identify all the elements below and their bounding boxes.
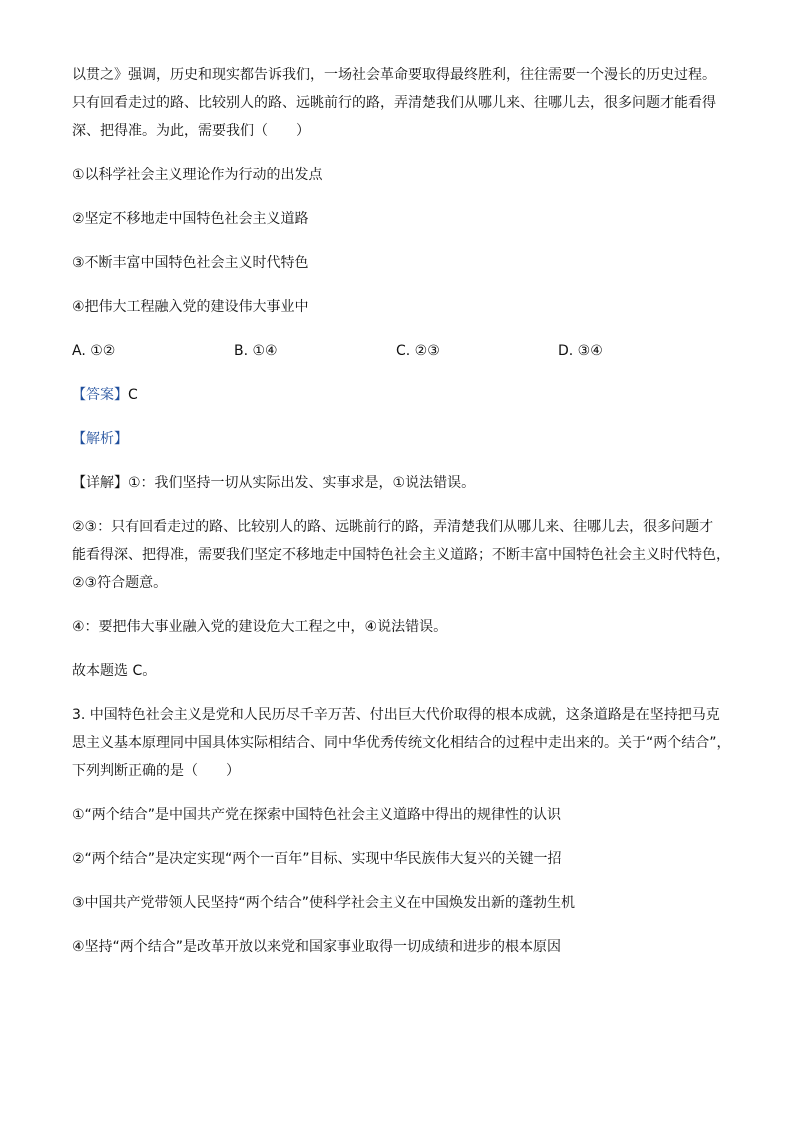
q3-item-3: ③中国共产党带领人民坚持“两个结合”使科学社会主义在中国焕发出新的蓬勃生机 — [72, 895, 576, 911]
q2-item-4: ④把伟大工程融入党的建设伟大事业中 — [72, 299, 309, 315]
q2-detail-2-line-1: ②③：只有回看走过的路、比较别人的路、远眺前行的路，弄清楚我们从哪儿来、往哪儿去，很多问题才 — [72, 519, 714, 535]
q2-detail-3: ④：要把伟大事业融入党的建设危大工程之中，④说法错误。 — [72, 619, 448, 635]
q2-item-3: ③不断丰富中国特色社会主义时代特色 — [72, 255, 309, 271]
q2-options — [72, 340, 732, 362]
q2-answer — [72, 384, 732, 406]
q2-stem-line-2: 只有回看走过的路、比较别人的路、远眺前行的路，弄清楚我们从哪儿来、往哪儿去，很多问题才能看得 — [72, 95, 716, 111]
document-page — [72, 64, 732, 958]
q2-option-c: C. ②③ — [396, 343, 440, 359]
q2-analysis-heading — [72, 428, 732, 450]
answer-tag: 【答案】 — [72, 387, 128, 403]
q2-detail-2-line-2: 能看得深、把得准，需要我们坚定不移地走中国特色社会主义道路；不断丰富中国特色社会主义时代特色， — [72, 547, 730, 563]
q2-stem — [72, 64, 732, 142]
q2-detail-2 — [72, 516, 732, 594]
answer-value: C — [128, 387, 138, 403]
q3-item-4: ④坚持“两个结合”是改革开放以来党和国家事业取得一切成绩和进步的根本原因 — [72, 939, 562, 955]
detail-tag: 【详解】 — [72, 475, 128, 491]
q2-conclusion: 故本题选 C。 — [72, 663, 157, 679]
analysis-tag: 【解析】 — [72, 431, 128, 447]
q3-stem-line-2: 思主义基本原理同中国具体实际相结合、同中华优秀传统文化相结合的过程中走出来的。关于“两个结合”， — [72, 735, 731, 751]
q2-option-a: A. ①② — [72, 343, 116, 359]
q3-stem-line-3: 下列判断正确的是（ ） — [72, 763, 240, 779]
q2-stem-line-3: 深、把得准。为此，需要我们（ ） — [72, 123, 310, 139]
q3-item-1: ①“两个结合”是中国共产党在探索中国特色社会主义道路中得出的规律性的认识 — [72, 807, 562, 823]
q3-item-2: ②“两个结合”是决定实现“两个一百年”目标、实现中华民族伟大复兴的关键一招 — [72, 851, 562, 867]
q2-item-2: ②坚定不移地走中国特色社会主义道路 — [72, 211, 309, 227]
q2-item-1: ①以科学社会主义理论作为行动的出发点 — [72, 167, 323, 183]
q2-option-b: B. ①④ — [234, 343, 278, 359]
q2-option-d: D. ③④ — [558, 343, 603, 359]
detail-1-text: ①：我们坚持一切从实际出发、实事求是，①说法错误。 — [128, 475, 476, 491]
q2-detail-1 — [72, 472, 732, 494]
q3-stem-line-1: 3. 中国特色社会主义是党和人民历尽千辛万苦、付出巨大代价取得的根本成就，这条道路是在坚持把马克 — [72, 707, 720, 723]
q2-stem-line-1: 以贯之》强调，历史和现实都告诉我们，一场社会革命要取得最终胜利，往往需要一个漫长的历史过程。 — [72, 67, 716, 83]
q3-stem — [72, 704, 732, 782]
q2-detail-2-line-3: ②③符合题意。 — [72, 575, 168, 591]
